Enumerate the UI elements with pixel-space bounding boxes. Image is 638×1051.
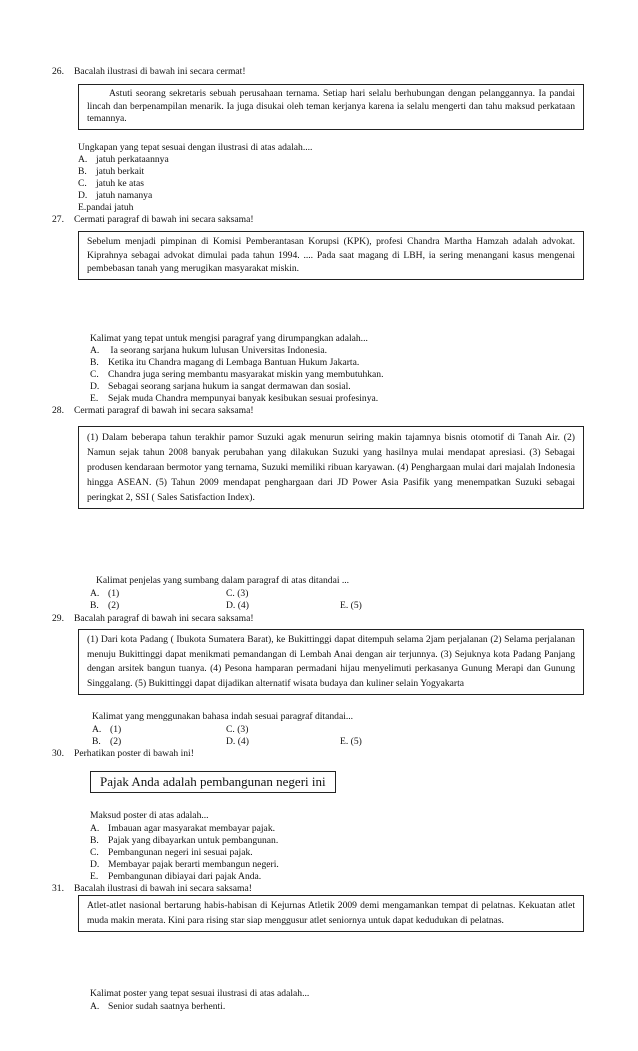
option-text: Pembangunan dibiayai dari pajak Anda. — [108, 871, 262, 882]
question-29-text: Kalimat yang menggunakan bahasa indah sesuai paragraf ditandai... — [92, 711, 354, 722]
option-text: Ia seorang sarjana hukum lulusan Universitas Indonesia. — [108, 345, 327, 356]
option-30-d[interactable] — [90, 859, 279, 872]
illustration-text: Astuti seorang sekretaris sebuah perusahaan ternama. Setiap hari selalu berhubungan dengan pelanggannya. Ia pandai lincah dan berpenampilan menarik. Ia juga disukai oleh teman kerjanya karena ia selalu mengerti dan tahu maksud perkataan temannya. — [87, 88, 575, 124]
option-letter: C. — [90, 369, 99, 380]
question-26-text: Ungkapan yang tepat sesuai dengan ilustrasi di atas adalah.... — [78, 142, 313, 153]
option-text: Senior sudah saatnya berhenti. — [108, 1001, 226, 1012]
illustration-text: Atlet-atlet nasional bertarung habis-habisan di Kejurnas Atletik 2009 demi mengamankan tempat di pelatnas. Kekuatan atlet muda makin merata. Kini para rising star siap menggusur atlet seniornya untuk dapat kedudukan di pelatnas. — [87, 900, 575, 926]
option-text: Membayar pajak berarti membangun negeri. — [108, 859, 279, 870]
option-text: (2) — [110, 736, 122, 747]
question-27-text: Kalimat yang tepat untuk mengisi paragraf yang dirumpangkan adalah... — [90, 333, 368, 344]
question-28-instruction — [52, 405, 254, 418]
option-30-c[interactable] — [90, 847, 253, 860]
option-text: jatuh ke atas — [96, 178, 144, 189]
option-26-c[interactable] — [78, 178, 144, 191]
paragraph-box-27 — [78, 231, 584, 280]
instruction-text: Bacalah ilustrasi di bawah ini secara saksama! — [74, 883, 252, 894]
instruction-text: Bacalah ilustrasi di bawah ini secara cermat! — [74, 66, 246, 77]
option-letter: D. — [226, 600, 236, 611]
option-letter: D. — [90, 381, 100, 392]
option-text: (3) — [237, 724, 249, 735]
option-text: (5) — [350, 736, 362, 747]
option-letter: C. — [90, 847, 99, 858]
question-28-text: Kalimat penjelas yang sumbang dalam paragraf di atas ditandai ... — [96, 575, 350, 586]
option-27-c[interactable] — [90, 369, 384, 382]
option-letter: E. — [340, 736, 349, 747]
option-text: Sebagai seorang sarjana hukum ia sangat dermawan dan sosial. — [108, 381, 351, 392]
option-letter: E. — [340, 600, 349, 611]
question-30-instruction — [52, 748, 194, 761]
option-text: Ketika itu Chandra magang di Lembaga Bantuan Hukum Jakarta. — [108, 357, 360, 368]
option-letter: E. — [90, 393, 99, 404]
option-28-d[interactable] — [226, 600, 249, 613]
instruction-text: Cermati paragraf di bawah ini secara saksama! — [74, 214, 254, 225]
option-letter: B. — [90, 600, 99, 611]
option-letter: A. — [78, 154, 88, 165]
option-text: Imbauan agar masyarakat membayar pajak. — [108, 823, 276, 834]
option-30-a[interactable] — [90, 823, 275, 836]
option-text: Pajak yang dibayarkan untuk pembangunan. — [108, 835, 279, 846]
option-30-b[interactable] — [90, 835, 278, 848]
option-letter: B. — [90, 357, 99, 368]
question-31-instruction — [52, 883, 252, 896]
option-letter: A. — [92, 724, 102, 735]
option-text: (4) — [237, 600, 249, 611]
question-number: 29. — [52, 613, 64, 624]
option-letter: A. — [90, 588, 100, 599]
option-28-c[interactable] — [226, 588, 248, 601]
question-31-text: Kalimat poster yang tepat sesuai ilustrasi di atas adalah... — [90, 988, 310, 999]
instruction-text: Cermati paragraf di bawah ini secara saksama! — [74, 405, 254, 416]
option-26-a[interactable] — [78, 154, 169, 167]
option-text: (2) — [108, 600, 120, 611]
option-letter: A. — [90, 823, 100, 834]
instruction-text: Perhatikan poster di bawah ini! — [74, 748, 194, 759]
paragraph-text: (1) Dalam beberapa tahun terakhir pamor Suzuki agak menurun seiring makin tajamnya bisnis otomotif di Tanah Air. (2) Namun sejak tahun 2008 banyak perubahan yang dilakukan Suzuki yang hasilnya mulai mendapat apresiasi. (3) Sebagai produsen kendaraan bermotor yang ternama, Suzuki memiliki ribuan karyawan. (4) Penghargaan mulai dari majalah Indonesia hingga ASEAN. (5) Tahun 2009 mendapat penghargaan dari JD Power Asia Pasifik yang menempatkan Suzuki sebagai peringkat 2, SSI ( Sales Satisfaction Index). — [87, 432, 575, 503]
option-29-d[interactable] — [226, 736, 249, 749]
option-text: jatuh berkait — [96, 166, 145, 177]
question-number: 27. — [52, 214, 64, 225]
poster-text: Pajak Anda adalah pembangunan negeri ini — [100, 774, 326, 789]
option-27-b[interactable] — [90, 357, 359, 370]
option-28-a[interactable] — [90, 588, 119, 601]
paragraph-text: Sebelum menjadi pimpinan di Komisi Pemberantasan Korupsi (KPK), profesi Chandra Martha Hamzah adalah advokat. Kiprahnya sebagai advokat dimulai pada tahun 1994. .... Pada saat magang di LBH, ia sering menangani kasus mengenai pembebasan tanah yang merugikan masyarakat miskin. — [87, 236, 575, 274]
option-28-b[interactable] — [90, 600, 119, 613]
instruction-text: Bacalah paragraf di bawah ini secara saksama! — [74, 613, 254, 624]
option-text: jatuh namanya — [96, 190, 153, 201]
option-27-a[interactable] — [90, 345, 327, 358]
option-letter: B. — [90, 835, 99, 846]
option-26-e[interactable] — [78, 202, 133, 215]
option-letter: B. — [78, 166, 87, 177]
paragraph-text: (1) Dari kota Padang ( Ibukota Sumatera Barat), ke Bukittinggi dapat ditempuh selama 2jam perjalanan (2) Selama perjalanan menuju Bukittinggi dapat menikmati pemandangan di Lembah Anai dengan air terjunnya. (3) Sejuknya kota Padang Panjang dengan arsitek bangun tuanya. (4) Pesona hamparan permadani hijau menyelimuti perkasanya Gunung Merapi dan Gunung Singgalang. (5) Bukittinggi dapat dijadikan alternatif wisata budaya dan kuliner selain Yogyakarta — [87, 634, 575, 689]
option-31-a[interactable] — [90, 1001, 225, 1014]
question-number: 30. — [52, 748, 64, 759]
option-letter: C. — [226, 588, 235, 599]
option-text: pandai jatuh — [86, 202, 134, 213]
option-text: (1) — [108, 588, 120, 599]
question-27-instruction — [52, 214, 254, 227]
poster-box — [90, 771, 336, 793]
option-29-c[interactable] — [226, 724, 248, 737]
option-letter: C. — [78, 178, 87, 189]
option-letter: E. — [78, 202, 87, 213]
question-29-instruction — [52, 613, 254, 626]
option-text: jatuh perkataannya — [96, 154, 169, 165]
option-26-b[interactable] — [78, 166, 144, 179]
option-letter: A. — [90, 1001, 100, 1012]
option-letter: E. — [90, 871, 99, 882]
option-text: (5) — [350, 600, 362, 611]
option-28-e[interactable] — [340, 600, 362, 613]
option-text: Pembangunan negeri ini sesuai pajak. — [108, 847, 253, 858]
option-26-d[interactable] — [78, 190, 152, 203]
illustration-box-31 — [78, 895, 584, 932]
option-27-d[interactable] — [90, 381, 351, 394]
option-letter: C. — [226, 724, 235, 735]
option-29-a[interactable] — [92, 724, 121, 737]
option-29-e[interactable] — [340, 736, 362, 749]
question-number: 26. — [52, 66, 64, 77]
question-number: 28. — [52, 405, 64, 416]
option-letter: D. — [90, 859, 100, 870]
option-letter: D. — [78, 190, 88, 201]
option-letter: D. — [226, 736, 236, 747]
option-30-e[interactable] — [90, 871, 261, 884]
option-letter: A. — [90, 345, 100, 356]
question-26-instruction — [52, 66, 246, 79]
option-29-b[interactable] — [92, 736, 121, 749]
question-number: 31. — [52, 883, 64, 894]
option-27-e[interactable] — [90, 393, 378, 406]
option-text: (3) — [237, 588, 249, 599]
option-text: (4) — [237, 736, 249, 747]
question-30-text: Maksud poster di atas adalah... — [90, 810, 209, 821]
paragraph-box-29 — [78, 629, 584, 695]
option-letter: B. — [92, 736, 101, 747]
option-text: Chandra juga sering membantu masyarakat miskin yang membutuhkan. — [108, 369, 384, 380]
paragraph-box-28 — [78, 426, 584, 509]
option-text: Sejak muda Chandra mempunyai banyak kesibukan sesuai profesinya. — [108, 393, 379, 404]
illustration-box-26 — [78, 84, 584, 130]
option-text: (1) — [110, 724, 122, 735]
